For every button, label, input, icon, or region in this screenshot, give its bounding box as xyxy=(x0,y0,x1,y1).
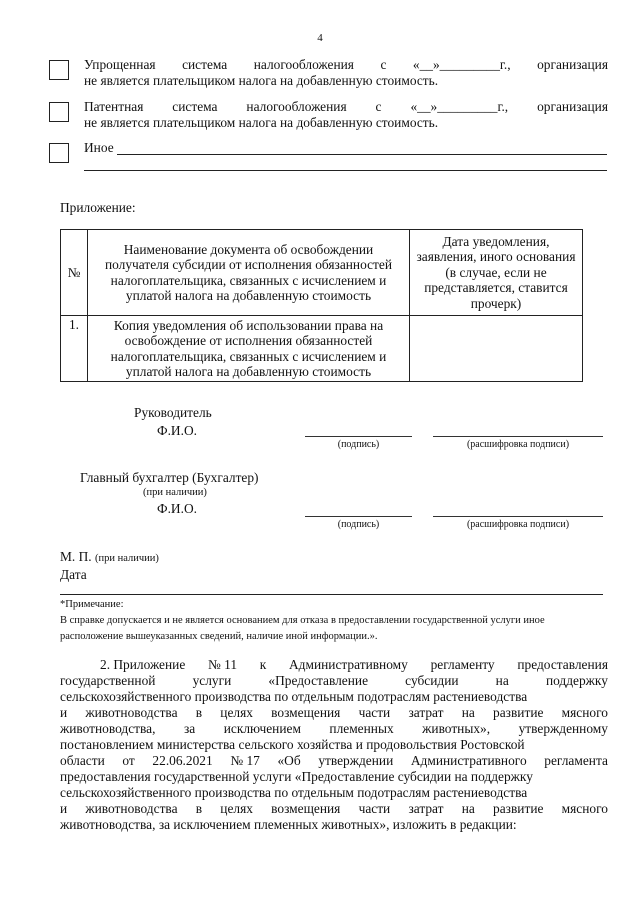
accountant-decoding-caption: (расшифровка подписи) xyxy=(466,519,570,530)
option-word: с xyxy=(375,99,382,114)
table-row xyxy=(61,316,583,382)
header-document-name: Наименование документа об освобождении получателя субсидии от исполнения обязанностей налогоплательщика, связанных с исчислением и уплатой налога на добавленную стоимость xyxy=(88,230,410,316)
table-header-row xyxy=(61,230,583,316)
row-number: 1. xyxy=(61,316,88,382)
head-signature-line[interactable] xyxy=(305,436,412,437)
paragraph-word: государственной xyxy=(60,673,156,688)
option-line xyxy=(84,99,608,115)
accountant-if-any: (при наличии) xyxy=(143,487,207,498)
paragraph-word: постановлением министерства сельского хозяйства и продовольствия Ростовской xyxy=(60,737,525,752)
paragraph-line xyxy=(60,769,608,785)
paragraph-word: животных», xyxy=(422,721,491,736)
paragraph-word: области xyxy=(60,753,105,768)
head-fio: Ф.И.О. xyxy=(157,423,197,438)
paragraph-word: животноводства, xyxy=(60,721,156,736)
option-word: Патентная xyxy=(84,99,144,114)
other-input-line[interactable] xyxy=(117,154,607,155)
note-label: *Примечание: xyxy=(60,599,124,610)
paragraph-word: племенных xyxy=(329,721,394,736)
appendix-label: Приложение: xyxy=(60,200,136,215)
patent-tax-checkbox[interactable] xyxy=(49,102,69,122)
paragraph-line xyxy=(60,721,608,737)
simplified-tax-option xyxy=(84,57,608,89)
paragraph-word: к xyxy=(259,657,267,672)
paragraph-word: на xyxy=(461,801,475,816)
paragraph-word: регламента xyxy=(544,753,608,768)
date-label: Дата xyxy=(60,567,87,582)
option-word: система xyxy=(182,57,228,72)
paragraph-last-line: животноводства, за исключением племенных животных», изложить в редакции: xyxy=(60,817,517,832)
paragraph-word: и xyxy=(60,705,68,720)
head-decoding-caption: (расшифровка подписи) xyxy=(466,439,570,450)
accountant-signature-line[interactable] xyxy=(305,516,412,517)
paragraph-line xyxy=(60,737,608,753)
paragraph-word: части xyxy=(358,801,391,816)
paragraph-word: и xyxy=(60,801,68,816)
paragraph-word: целях xyxy=(220,801,253,816)
paragraph-word: субсидии xyxy=(405,673,459,688)
note-block xyxy=(60,597,620,645)
paragraph-word: за xyxy=(183,721,196,736)
paragraph-word: развитие xyxy=(493,705,544,720)
paragraph-word: услуги xyxy=(192,673,232,688)
paragraph-line xyxy=(60,785,608,801)
paragraph-line xyxy=(60,689,608,705)
paragraph-word: регламенту xyxy=(430,657,495,672)
amendment-paragraph xyxy=(60,657,608,833)
stamp-place xyxy=(60,549,159,565)
paragraph-word: возмещения xyxy=(271,801,341,816)
paragraph-word: на xyxy=(495,673,509,688)
paragraph-line xyxy=(60,801,608,817)
option-word: «__»_________г., xyxy=(410,99,509,114)
option-word: организация xyxy=(537,99,608,114)
option-word: налогообложения xyxy=(253,57,354,72)
option-line-2: не является плательщиком налога на добавленную стоимость. xyxy=(84,73,439,88)
note-text-line-1: В справке допускается и не является основанием для отказа в предоставлении государственной услуги иное xyxy=(60,615,545,626)
paragraph-word: № 11 xyxy=(208,657,238,672)
row-document-name: Копия уведомления об использовании права на освобождение от исполнения обязанностей налогоплательщика, связанных с исчислением и уплатой налога на добавленную стоимость xyxy=(88,316,410,382)
stamp-label: М. П. xyxy=(60,549,92,564)
paragraph-word: исключением xyxy=(223,721,301,736)
option-word: организация xyxy=(537,57,608,72)
paragraph-lines xyxy=(60,657,608,817)
paragraph-word: затрат xyxy=(408,705,444,720)
paragraph-word: возмещения xyxy=(271,705,341,720)
paragraph-word: целях xyxy=(220,705,253,720)
option-word: налогообложения xyxy=(246,99,347,114)
page-number: 4 xyxy=(317,32,323,44)
paragraph-word: утвержденному xyxy=(518,721,608,736)
option-word: Упрощенная xyxy=(84,57,156,72)
option-line xyxy=(84,57,608,73)
head-decoding-line[interactable] xyxy=(433,436,603,437)
paragraph-word: Административному xyxy=(289,657,408,672)
option-word: с xyxy=(380,57,387,72)
paragraph-word: «Об xyxy=(277,753,301,768)
note-separator xyxy=(60,594,603,595)
row-date xyxy=(410,316,583,382)
paragraph-word: предоставления государственной услуги «Предоставление субсидии на поддержку xyxy=(60,769,533,784)
paragraph-word: утверждении xyxy=(318,753,394,768)
accountant-signature-caption: (подпись) xyxy=(337,519,380,530)
paragraph-word: поддержку xyxy=(545,673,608,688)
paragraph-word: мясного xyxy=(561,705,608,720)
accountant-fio: Ф.И.О. xyxy=(157,501,197,516)
paragraph-line xyxy=(60,657,608,673)
paragraph-word: в xyxy=(195,801,203,816)
head-label: Руководитель xyxy=(134,405,212,420)
stamp-if-any: (при наличии) xyxy=(94,553,159,564)
paragraph-line xyxy=(60,753,608,769)
paragraph-word: предоставления xyxy=(517,657,608,672)
paragraph-word: от xyxy=(122,753,135,768)
accountant-label: Главный бухгалтер (Бухгалтер) xyxy=(80,470,259,485)
patent-tax-option xyxy=(84,99,608,131)
option-word: «__»_________г., xyxy=(412,57,511,72)
paragraph-word: Административного xyxy=(410,753,527,768)
other-label: Иное xyxy=(84,140,114,155)
paragraph-word: мясного xyxy=(561,801,608,816)
accountant-decoding-line[interactable] xyxy=(433,516,603,517)
paragraph-word: 2. Приложение xyxy=(100,657,186,672)
paragraph-word: 22.06.2021 xyxy=(152,753,213,768)
head-signature-caption: (подпись) xyxy=(337,439,380,450)
note-text-line-2: расположение вышеуказанных сведений, наличие иной информации.». xyxy=(60,631,378,642)
paragraph-word: сельскохозяйственного производства по отдельным подотраслям растениеводства xyxy=(60,785,528,800)
paragraph-word: затрат xyxy=(408,801,444,816)
paragraph-word: «Предоставление xyxy=(268,673,369,688)
paragraph-word: животноводства xyxy=(85,801,178,816)
other-input-line-2[interactable] xyxy=(84,170,607,171)
paragraph-line xyxy=(60,673,608,689)
option-word: система xyxy=(172,99,218,114)
header-notification-date: Дата уведомления, заявления, иного основания (в случае, если не представляется, ставится прочерк) xyxy=(410,230,583,316)
paragraph-word: части xyxy=(358,705,391,720)
other-checkbox[interactable] xyxy=(49,143,69,163)
paragraph-word: сельскохозяйственного производства по отдельным подотраслям растениеводства xyxy=(60,689,528,704)
paragraph-word: в xyxy=(195,705,203,720)
paragraph-word: № 17 xyxy=(230,753,260,768)
option-line-2: не является плательщиком налога на добавленную стоимость. xyxy=(84,115,439,130)
simplified-tax-checkbox[interactable] xyxy=(49,60,69,80)
paragraph-word: на xyxy=(461,705,475,720)
paragraph-word: развитие xyxy=(493,801,544,816)
paragraph-line xyxy=(60,705,608,721)
header-number: № xyxy=(61,230,88,316)
appendix-table xyxy=(60,229,583,382)
paragraph-word: животноводства xyxy=(85,705,178,720)
